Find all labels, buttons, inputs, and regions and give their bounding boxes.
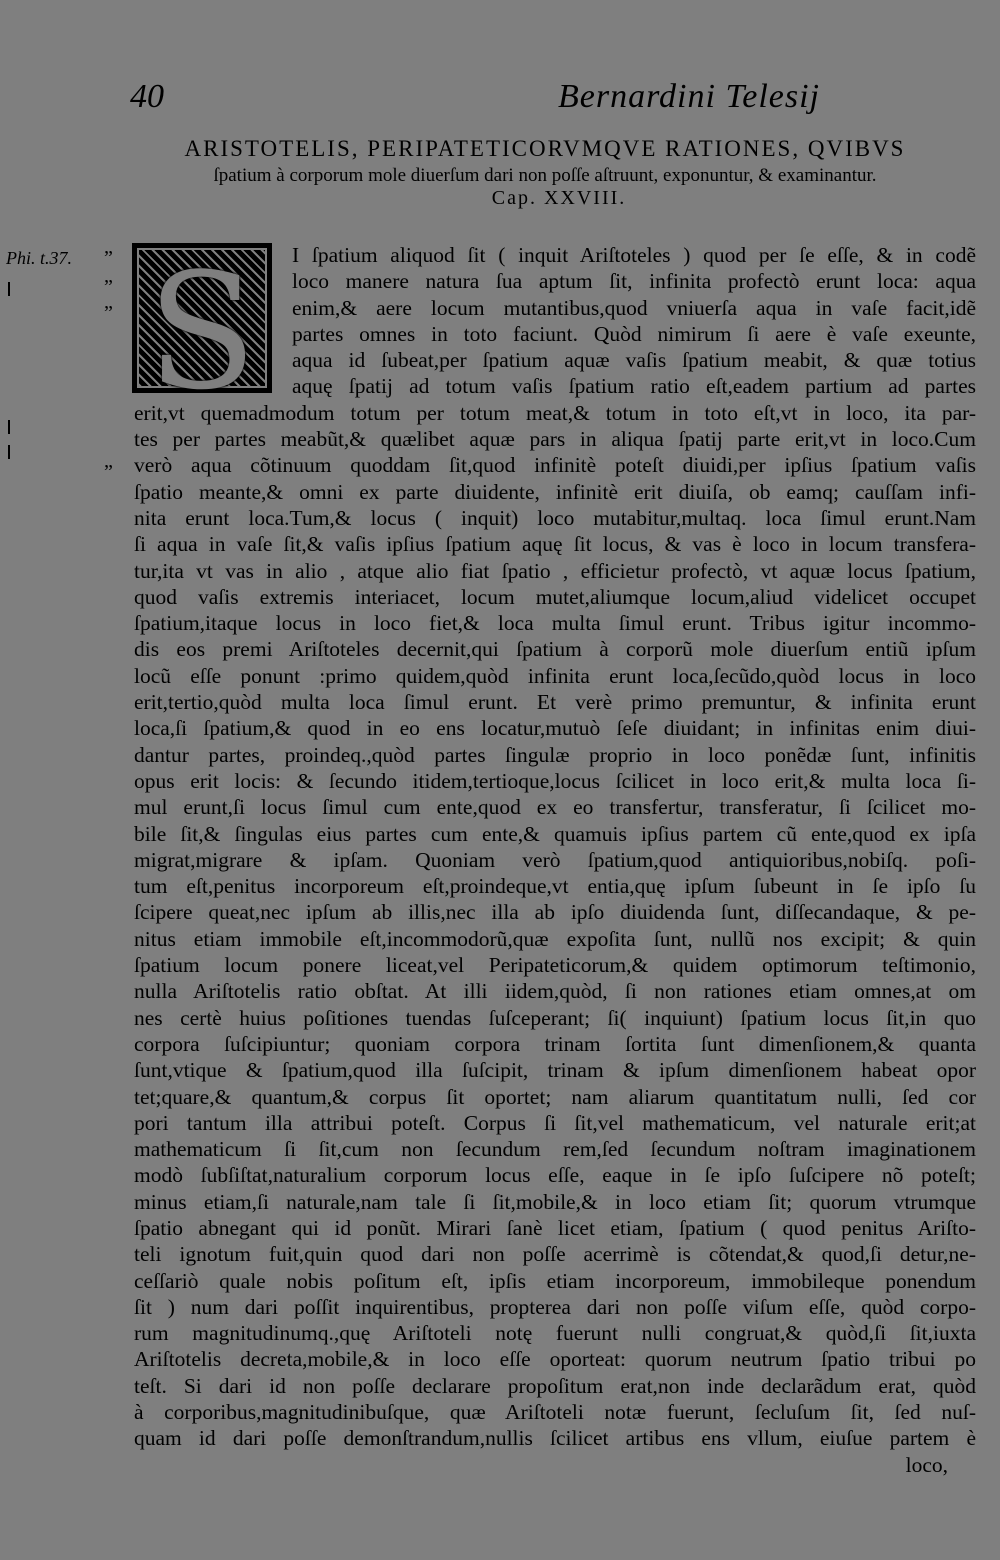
chapter-subtitle-text: ſpatium à corporum mole diuerſum dari non poſſe aſtruunt, exponuntur, & examinantur. (213, 165, 877, 186)
text-line: ſunt,vtique & ſpatium,quod illa ſuſcipit, trinam & ipſum dimenſionem habeat opor (134, 1058, 976, 1083)
text-line: I ſpatium aliquod ſit ( inquit Ariſtoteles ) quod per ſe eſſe, & in codẽ (292, 243, 976, 267)
text-line: ſi aqua in vaſe ſit,& vaſis ipſius ſpatium aquę ſit locus, & vas è loco in locum transfera- (134, 532, 976, 557)
text-line: mul erunt,ſi locus ſimul cum ente,quod ex eo transfertur, transferatur, ſi ſcilicet mo- (134, 795, 976, 820)
page-number: 40 (130, 78, 164, 115)
margin-tick (8, 445, 10, 459)
text-line: quam id dari poſſe demonſtrandum,nullis ſcilicet artibus ens vllum, eiuſue partem è (134, 1426, 976, 1451)
text-line: opus erit locis: & ſecundo itidem,tertioque,locus ſcilicet in loco erit,& multa loca ſi- (134, 768, 976, 793)
text-line: dis eos premi Ariſtoteles decernit,qui ſpatium à corporũ mole diuerſum entiũ ipſum (134, 637, 976, 662)
text-line: loco manere natura ſua aptum ſit, infinita profectò erunt loca: aqua (292, 269, 976, 294)
chapter-title: ARISTOTELIS, PERIPATETICORVMQVE RATIONES, QVIBVS (184, 136, 906, 161)
text-line: loca,ſi ſpatium,& quod in eo ens locatur,mutuò ſeſe diuidant; in infinitas enim diui- (134, 716, 976, 741)
text-line: nes certè huius poſitiones tuendas ſuſceperant; ſi( inquiunt) ſpatium locus ſit,in quo (134, 1005, 976, 1030)
text-line: teſt. Si dari id non poſſe declarare propoſitum erat,non inde declarãdum erat, quòd (134, 1373, 976, 1398)
text-line: teli ignotum fuit,quin quod dari non poſſe acerrimè is cõtendat,& quod,ſi detur,ne- (134, 1242, 976, 1267)
quote-mark: ” (104, 302, 113, 324)
text-line: aqua id ſubeat,per ſpatium aquæ vaſis ſpatium meabit, & quæ totius (292, 348, 976, 373)
text-line: ſpatio abnegant qui id ponũt. Mirari ſanè licet etiam, ſpatium ( quod penitus Ariſto- (134, 1215, 976, 1240)
text-line: quod vaſis extremis interiacet, locum mutet,aliumque locum,aliud videlicet occupet (134, 584, 976, 609)
text-line: ſit ) num dari poſſit inquirentibus, propterea dari non poſſe viſum eſſe, quòd corpo- (134, 1294, 976, 1319)
text-line: locũ eſſe ponunt :primo quidem,quòd infinita erunt loca,ſecũdo,quòd locus in loco (134, 663, 976, 688)
text-line: erit,vt quemadmodum totum per totum meat,& totum in toto eſt,vt in loco, ita par- (134, 400, 976, 425)
quote-mark: ” (104, 276, 113, 298)
text-line: nitus etiam immobile eſt,incommodorũ,quæ expoſita ſunt, nullũ nos excipit; & quin (134, 926, 976, 951)
text-line: tet;quare,& quantum,& corpus ſit oportet; nam aliarum quantitatum nulli, ſed cor (134, 1084, 976, 1109)
text-line: dantur partes, proindeq.,quòd partes ſingulæ proprio in loco ponẽdæ ſunt, infinitis (134, 742, 976, 767)
text-line: minus etiam,ſi naturale,nam tale ſi ſit,mobile,& in loco etiam ſit; quorum vtrumque (134, 1189, 976, 1214)
text-line: partes omnes in toto faciunt. Quòd nimirum ſi aere è vaſe exeunte, (292, 321, 976, 346)
text-line: aquę ſpatij ad totum vaſis ſpatium ratio eſt,eadem partium ad partes (292, 374, 976, 399)
margin-note: Phi. t.37. (6, 248, 72, 268)
text-line: Ariſtotelis decreta,mobile,& in loco eſſe oporteat: quorum neutrum ſpatio tribui po (134, 1347, 976, 1372)
running-head: Bernardini Telesij (558, 78, 820, 115)
chapter-subtitle (150, 165, 940, 210)
body-text (134, 242, 976, 1478)
text-line: nita erunt loca.Tum,& locus ( inquit) loco mutabitur,multaq. loca ſimul erunt.Nam (134, 505, 976, 530)
text-line: ſcipere queat,nec ipſum ab illis,nec illa ab ipſo diuidenda ſunt, diſſecandaque, & pe- (134, 900, 976, 925)
text-line: à corporibus,magnitudinibuſque, quæ Ariſtoteli notæ fuerunt, ſecluſum ſit, ſed nuſ- (134, 1400, 976, 1425)
text-line: ceſſariò quale nobis poſitum eſt, ipſis etiam incorporeum, immobileque ponendum (134, 1268, 976, 1293)
text-line: verò aqua cõtinuum quoddam ſit,quod infinitè poteſt diuidi,per ipſius ſpatium vaſis (134, 453, 976, 478)
page-header (130, 78, 940, 128)
quote-mark: ” (104, 461, 113, 483)
text-line: mathematicum ſi ſit,cum non ſecundum rem,ſed ſecundum noſtram imaginationem (134, 1137, 976, 1162)
text-line: erit,tertio,quòd multa loca ſimul erunt. Et verè primo premuntur, & infinita erunt (134, 690, 976, 715)
chapter-number: Cap. XXVIII. (491, 187, 627, 209)
text-line: tur,ita vt vas in alio , atque alio fiat ſpatio , efficietur profectò, vt aquæ locus ſpatium, (134, 558, 976, 583)
text-line: enim,& aere locum mutantibus,quod vniuerſa aqua in vaſe facit,idẽ (292, 295, 976, 320)
text-line: nulla Ariſtotelis ratio obſtat. At illi iidem,quòd, ſi non rationes etiam omnes,at om (134, 979, 976, 1004)
text-line: tes per partes meabũt,& quælibet aquæ pars in aliqua ſpatij parte erit,vt in loco.Cum (134, 427, 976, 452)
initial-letter: S (147, 238, 257, 425)
text-line: pori tantum illa attribui poteſt. Corpus ſi ſit,vel mathematicum, vel naturale erit;at (134, 1110, 976, 1135)
text-line: bile ſit,& ſingulas eius partes cum ente,& quamuis ipſius partem cũ ente,quod ex ipſa (134, 821, 976, 846)
text-line: migrat,migrare & ipſam. Quoniam verò ſpatium,quod antiquioribus,nobiſq. poſi- (134, 847, 976, 872)
margin-tick (8, 420, 10, 434)
text-line: modò ſubſiſtat,naturalium corporum locus eſſe, eaque in ſe ipſo ſuſcipere nõ poteſt; (134, 1163, 976, 1188)
text-line: ſpatium,itaque locus in loco fiet,& loca multa ſimul erunt. Tribus igitur incommo- (134, 611, 976, 636)
text-line: corpora ſuſcipiuntur; quoniam corpora trinam ſortita ſunt dimenſionem,& quanta (134, 1031, 976, 1056)
text-line: ſpatio meante,& omni ex parte diuidente, infinitè erit diuiſa, ob eamq; cauſſam infi- (134, 479, 976, 504)
quote-mark: ” (104, 247, 113, 269)
text-line: tum eſt,penitus incorporeum eſt,proindeque,vt entia,quę ipſum ſubeunt in ſe ipſo ſu (134, 874, 976, 899)
text-line: ſpatium locum ponere liceat,vel Peripateticorum,& quidem optimorum teſtimonio, (134, 953, 976, 978)
text-line: rum magnitudinumq.,quę Ariſtoteli notę fuerunt nulli congruat,& quòd,ſi ſit,iuxta (134, 1321, 976, 1346)
text-line: loco, (905, 1452, 948, 1477)
margin-tick (8, 282, 10, 296)
